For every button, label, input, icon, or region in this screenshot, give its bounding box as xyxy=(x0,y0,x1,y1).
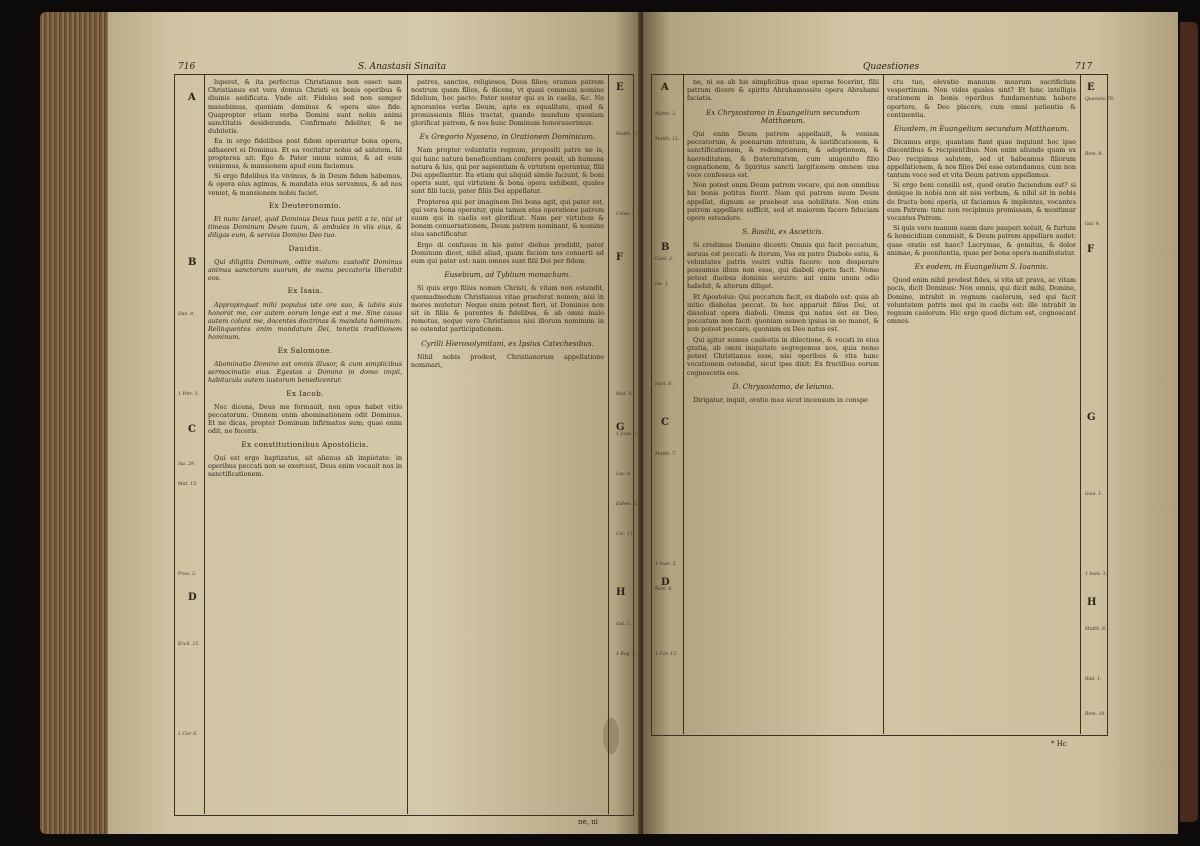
heading-line: Eusebium, ad Tyblium monachum. xyxy=(444,270,571,280)
section-letter: D xyxy=(661,577,670,588)
section-letter: E xyxy=(616,82,624,93)
section-heading xyxy=(687,228,879,236)
marginal-note: 1 Reg. 2. xyxy=(616,652,637,657)
section-heading xyxy=(411,133,604,141)
paragraph: luperet, & ita perfectus Christianus non esset: nam Christianus est vera domus Christi ex bonis operibus & diuinis aedificata. Vnde ait: Fideles sed non semper manebimus, quoniam dominus & opera sine fide. Quapropter etiam verba Domini sunt nobis animi sanctitatis desideranda. Confirmate fideliter, & ne dubitetis. xyxy=(208,78,402,136)
paragraph: ctu tuo, elevatio manuum mearum sacrificium vespertinum. Non vides quales sint? Et hinc intelligis orationem in bonis operibus fundamentum habere oportere, & Deo placere, cum omni patientia & continentia. xyxy=(887,78,1076,119)
section-heading xyxy=(411,340,604,348)
paragraph: Qui igitur sumus caelestis in dilectione, & vocati in eius gratia, ab omni iniquitate segregemus nos, quia nemo potest Christianus esse, nisi operibus & vita hanc vocationem ostendat, sicut ipse dixit: Ex fructibus eorum cognoscetis eos. xyxy=(687,335,879,377)
paragraph: Ergo di confusus in his pater diebus prodidit, pater Dominum dicet, nihil aliud, quam faciem nos conuerti ad eum qui pater est: nam omnes sunt filii Dei per fidem. xyxy=(411,240,604,266)
page-number: 716 xyxy=(178,62,196,72)
paragraph: Si quis vero manum suam dare pauperi noluit, & furtum & homicidium commisit, & Deum patrem appellare audet: quae oratio est haec? Lacrymae, & gemitus, & dolor animae, & poenitentia, quae per bona opera manifestatur. xyxy=(887,224,1076,257)
section-letter: G xyxy=(616,422,625,433)
marginal-note: 1 Cor. 6. xyxy=(178,732,198,737)
margin-rule xyxy=(608,74,609,814)
quotation: Et nunc Israel, quid Dominus Deus tuus petit a te, nisi ut timeas Dominum Deum tuum, & ambules in viis eius, & diligas eum, & servias Domino Deo tuo. xyxy=(208,215,402,240)
marginal-note: Gal. 4. xyxy=(1085,222,1101,227)
paragraph: Nam propter voluntatis regnum, propositi patre ne is, qui hanc natura beneficentiam conferre possit, ab humana natura & his, qui per sapientiam & virtutem operantur, filii Dei appellantur. Ita etiam qui aliquid simile faciunt, & boni operis sunt, qui virtutem & bona opera exhibent, quales sunt filii lucis, pater filiis Dei appellatur. xyxy=(411,146,604,196)
marginal-note: Matth. 7. xyxy=(655,452,677,457)
paragraph: Quod enim nihil prodest fides, si vita sit prava, ac vitam pacis, dicit Dominus: Non omnis, qui dicit mihi, Domine, Domine, intrabit in regnum caelorum, sed qui facit voluntatem patris mei qui in caelis est: ille intrabit in regnum caelorum. Hic ergo quod dictum est, cognoscant omnes. xyxy=(887,276,1076,326)
page-number: 717 xyxy=(1075,62,1093,72)
paragraph: patres, sanctos, religiosos, Deus filios; oramus patrem nostrum quam filios, & dicens, vt quasi communi nomine fidelium, hoc pacto: Pater noster qui es in caelis, &c. Ne ignorantes verba Deum, apte ex equalitate, quod & promissionis filios tractat, quando mundum quoniam glorificat patrem, & nos hunc Dominum honorauerimus. xyxy=(411,78,604,128)
column-rule xyxy=(407,74,408,814)
running-head: S. Anastasii Sinaita xyxy=(358,62,447,72)
marginal-note: Ioan. 8. xyxy=(655,382,673,387)
paragraph: Non potest enim Deum patrem vocare, qui non omnibus his bonis potitus fuerit. Nam qui patrem suum Deum appellat, dignum se praebeat sua nobilitate. Non enim patrem appellare sufficit, sed et maiorem facere fiduciam opere ostendere. xyxy=(687,181,879,223)
section-heading: Ex constitutionibus Apostolicis. xyxy=(241,439,369,449)
marginal-note: Matth. 12. xyxy=(655,137,680,142)
marginal-note: 1 Joan. 3. xyxy=(616,432,638,437)
open-book xyxy=(40,12,1190,834)
paragraph: Qui est ergo baptizatus, sit alienus ab impietate: in operibus peccati non se exerceat, Deus enim vocauit nos in sanctificationem. xyxy=(208,453,402,479)
heading-line: Ex Chrysostomo in Euangelium secundum Matthaeum. xyxy=(705,107,860,125)
ink-stain xyxy=(603,718,619,754)
section-letter: H xyxy=(616,587,626,598)
text-column-1 xyxy=(687,78,879,730)
paragraph: Nihil nobis prodest, Christianorum appellatione nominari, xyxy=(411,352,604,370)
paragraph: ne, ni ea ab his simplicibus quae operae fecerint, filii patrum dicere & spiritu Abrahamossite opera Abrahami faciatis. xyxy=(687,78,879,103)
marginal-note: Quaestio 76. xyxy=(1085,97,1115,102)
marginal-note: 1 Ioan. 3. xyxy=(655,562,677,567)
section-letter: D xyxy=(188,592,197,603)
marginal-note: Prou. 3. xyxy=(178,572,197,577)
heading-line: Ex Gregorio Nysseno, in Orationem Dominicam. xyxy=(419,132,596,142)
heading-line: Cyrilli Hierosolymitani, ex Ipsius Catechesibus. xyxy=(421,338,594,348)
marginal-note: Matth. 3. xyxy=(655,112,677,117)
marginal-note: Cor. 11. xyxy=(616,532,635,537)
section-letter: F xyxy=(1087,244,1095,255)
section-heading xyxy=(411,271,604,279)
marginal-note: Matth. 6. xyxy=(1085,627,1107,632)
section-heading: Ex Salomone. xyxy=(277,345,333,355)
section-heading xyxy=(887,263,1076,271)
paragraph: Et Apostolus: Qui peccatum facit, ex diabolo est: quia ab initio diabolus peccat. In hoc apparuit filius Dei, ut dissoluat opera diaboli. Omnis qui natus est ex Deo, peccatum non facit: quoniam semen ipsius in eo manet, & non potest peccare, quoniam ex Deo natus est. xyxy=(687,292,879,334)
right-page xyxy=(643,12,1178,834)
section-heading xyxy=(687,109,879,125)
book-fore-edge xyxy=(40,12,108,834)
margin-rule xyxy=(1080,74,1081,734)
section-letter: A xyxy=(188,92,196,103)
text-column-2 xyxy=(887,78,1076,730)
section-heading: Ex Deuteronomio. xyxy=(268,200,342,210)
quotation: Appropinquat mihi populus iste ore suo, & labiis suis honorat me, cor autem eorum longe est a me. Sine causa autem colunt me, docentes doctrinas & mandata hominum. Relinquentes enim mandatum Dei, tenetis traditionem hominum. xyxy=(208,300,402,342)
marginal-note: 1 Petr. 3. xyxy=(178,392,199,397)
paragraph: Nec dicens, Deus me formauit, non opus habet vitio peccatorum. Omnem enim abominationem odit Dominus. Et ne dicas, propter Dominum infirmatus sum; quae enim odit, ne feceris. xyxy=(208,402,402,436)
section-letter: B xyxy=(188,257,197,268)
catchword: * Hc xyxy=(1051,740,1067,748)
marginal-note: Luc. 6. xyxy=(616,472,632,477)
section-letter: F xyxy=(616,252,624,263)
marginal-note: 1 Ioan. 3. xyxy=(1085,572,1107,577)
section-heading xyxy=(887,125,1076,133)
paragraph: Dicamus ergo, quantam fiant quae inquiunt hoc ipso discentibus & recipientibus. Non enim aliunde quam ex Deo recipimus salutem, sed ut habeamus filiorum appellationem, & nos filios Dei esse ostendamus, cum non tantum voce sed et vita Deum patrem appellamus. xyxy=(887,138,1076,180)
marginal-note: Matth. 6. xyxy=(616,132,638,137)
paragraph: Si quis ergo filius nomen Christi, & vitam non ostendit, quemadmodum Christianus vitae praeferat nomen, nisi in mores mutetur: Neque enim potest fieri, ut Dominus non sit in filiis & parentes & fidelibus, & ab omni malo remotus, neque vere Christianus nisi illorum nominum in se ostendat participationem. xyxy=(411,284,604,334)
marginal-note: Ibid. 1. xyxy=(1085,677,1102,682)
section-letter: C xyxy=(661,417,669,428)
marginal-note: 1 Cor. 12. xyxy=(655,652,678,657)
heading-line: D. Chrysostomo, de Ieiunio. xyxy=(732,381,834,391)
column-rule xyxy=(883,74,884,734)
quotation: Qui diligitis Dominum, odite malum: custodit Dominus animas sanctorum suorum, de manu peccatoris liberabit eos. xyxy=(208,257,402,283)
paragraph: Ea in ergo fidelibus post fidem operantur bona opera, adhaeret ei Dominus. Et ea vocitatur nobis ad salutem. Id propterea ait: Ego & Pater unum sumus, & ad eum veniemus, & mansionem apud eum faciemus. xyxy=(208,137,402,171)
section-heading: Ex Isaia. xyxy=(287,286,323,296)
running-head: Quaestiones xyxy=(863,62,920,72)
marginal-note: Rom. 6. xyxy=(655,587,673,592)
section-letter: B xyxy=(661,242,670,253)
margin-rule xyxy=(683,74,684,734)
book-cover-edge xyxy=(1180,22,1198,822)
marginal-note: Ioan. 1. xyxy=(1085,492,1103,497)
header-rule xyxy=(651,74,1106,75)
marginal-note: Isa. 1. xyxy=(655,282,670,287)
margin-rule xyxy=(204,74,205,814)
paragraph: Si ergo fidelibus ita vivimus, & in Deum fidem habemus, & opera eius agimus, & mandata eius servamus, & ad nos veniet, & mansionem nobis faciet. xyxy=(208,172,402,197)
marginal-note: Mat. 5. xyxy=(616,392,633,397)
section-letter: G xyxy=(1087,412,1096,423)
text-column-2 xyxy=(411,78,604,810)
section-letter: H xyxy=(1087,597,1097,608)
marginal-note: Rom. 10. xyxy=(1085,712,1106,717)
left-page xyxy=(108,12,642,834)
paragraph: Si credimus Domino dicenti: Omnis qui facit peccatum, seruus est peccati: & iterum, Vos ex patre Diabolo estis, & voluntates patris vestri vultis facere: non desperare possumus illum non esse, qui diaboli opera facit. Nemo potest duobus dominis seruire: aut enim unum odio habebit, & alterum diliget. xyxy=(687,241,879,291)
text-column-1 xyxy=(208,78,402,810)
heading-line: Ex eodem, in Euangelium S. Ioannis. xyxy=(914,262,1049,272)
paragraph: Propterea qui per imaginem Dei bona agit, qui pater est, qui vera bona operatur, quia tamen eius operatione patrem suum qui in caelis est glorificat. Nam per virtutem & bonam conuersationem, Deum patrem nominant, & nomine eius sanctificatur. xyxy=(411,197,604,239)
section-heading: Dauidis. xyxy=(288,243,322,253)
marginal-note: Dan. 8. xyxy=(178,312,195,317)
marginal-note: Isa. 29. xyxy=(178,462,196,467)
section-heading xyxy=(687,383,879,391)
section-letter: E xyxy=(1087,82,1095,93)
section-letter: C xyxy=(188,424,196,435)
heading-line: Eiusdem, in Euangelium secundum Matthaeum. xyxy=(893,124,1070,134)
section-letter: A xyxy=(661,82,669,93)
heading-line: S. Basilii, ex Asceticis. xyxy=(742,227,824,237)
paragraph: Dirigatur, inquit, oratio mea sicut incensum in conspe xyxy=(693,395,868,404)
header-rule xyxy=(174,74,632,75)
marginal-note: Ephes. 5. xyxy=(616,502,638,507)
marginal-note: Gal. 3. xyxy=(616,622,632,627)
catchword: ne, ni xyxy=(578,818,598,826)
section-heading: Ex Iacob. xyxy=(286,388,324,398)
quotation: Abominatio Domino est omnis illusor, & cum simplicibus sermocinatio eius. Egestas a Domino in domo impii, habitacula autem iustorum benedicentur. xyxy=(208,359,402,385)
marginal-note: Cant. 2. xyxy=(655,257,674,262)
marginal-note: Eccli. 15. xyxy=(178,642,200,647)
paragraph: Qui enim Deum patrem appellauit, & veniam peccatorum, & poenarum intentum, & iustificationem, & sanctificationem, & redemptionem, & adoptionem, & haereditatem, & fraternitatem, cum unigenito filio cognationem, & Spiritus sancti largitionem omnem una voce confessus est. xyxy=(687,130,879,180)
marginal-note: Mat. 15. xyxy=(178,482,198,487)
marginal-note: Colos. 1. xyxy=(616,212,637,217)
marginal-note: Rom. 8. xyxy=(1085,152,1103,157)
paragraph: Si ergo boni consilii est, quod oratio faciendum est? si denique in nobis non sit nisi verbum, & nihil sit in nobis de fructu boni operis, ut faciamus & implentes, vocantes eum Patrem: tunc non recipimus promissam, & mentimur vocantes Patrem. xyxy=(887,181,1076,223)
